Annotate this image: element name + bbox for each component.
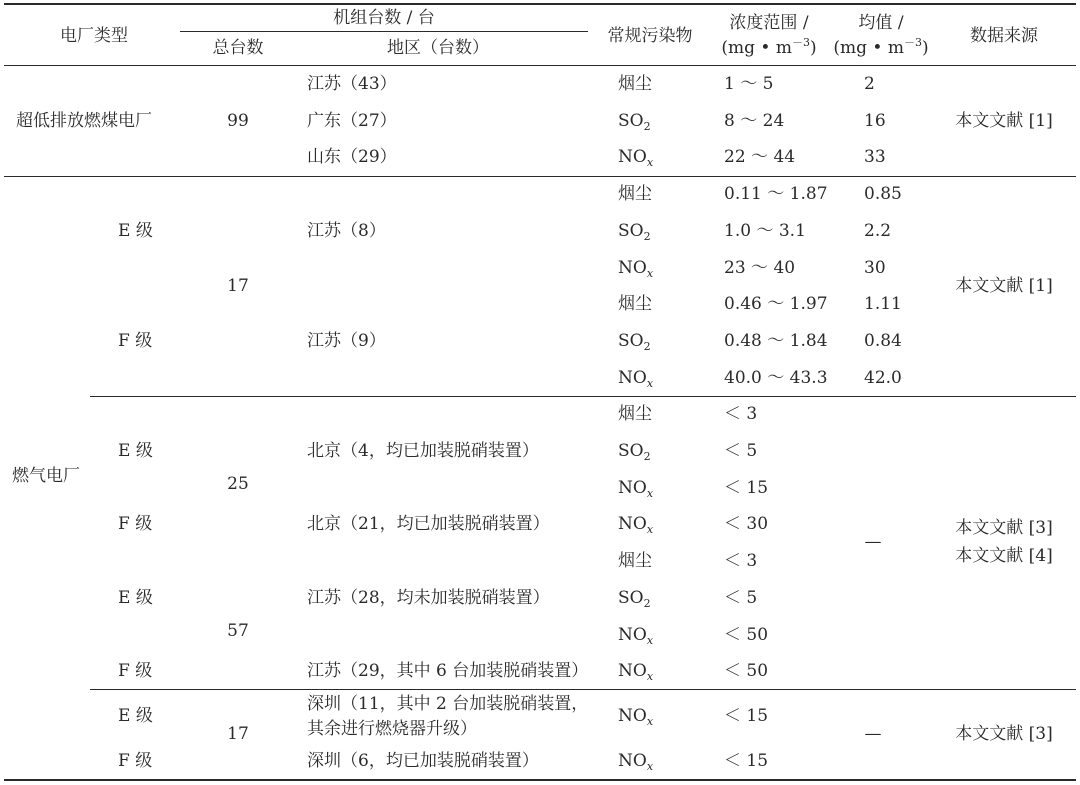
region-cell: 江苏（29，其中 6 台加装脱硝装置） [307,661,589,681]
pollutant-cell: $NO_x$ [618,625,654,647]
mean-cell: 42.0 [864,368,902,388]
pollutant-cell: 烟尘 [618,551,652,571]
source-cell: 本文文献 [4] [955,546,1053,566]
pollutant-cell: $NO_x$ [618,661,654,683]
range-cell: 0.11 ～ 1.87 [724,184,828,204]
source-cell: 本文文献 [3] [955,724,1053,744]
table-bottom-rule [4,779,1076,781]
pollutant-cell: $NO_x$ [618,147,654,169]
total-cell: 17 [227,724,249,744]
range-cell: ＜ 5 [724,588,758,608]
range-cell: ＜ 15 [724,751,769,771]
region-cell: 深圳（11，其中 2 台加装脱硝装置， [307,694,589,714]
range-cell: ＜ 50 [724,625,769,645]
mean-cell: 0.85 [864,184,902,204]
pollutant-cell: $NO_x$ [618,258,654,280]
range-cell: 23 ～ 40 [724,258,796,278]
mean-cell: 1.11 [864,294,902,314]
header-bottom-rule [4,65,1076,66]
pollutant-cell: 烟尘 [618,294,652,314]
total-cell: 57 [227,621,249,641]
pollutant-cell: $SO_2$ [618,111,651,133]
grade-f: F 级 [118,751,153,771]
region-cell: 北京（21，均已加装脱硝装置） [307,514,550,534]
mean-cell: — [864,724,882,744]
pollutant-cell: $NO_x$ [618,706,654,728]
grade-f: F 级 [118,331,153,351]
grade-f: F 级 [118,514,153,534]
region-cell: 江苏（43） [307,74,397,94]
header-units-group: 机组台数 / 台 [333,8,435,28]
region-cell: 江苏（9） [307,331,386,351]
range-cell: ＜ 3 [724,404,758,424]
pollutant-cell: $NO_x$ [618,514,654,536]
pollutant-cell: $SO_2$ [618,588,651,610]
range-cell: 0.46 ～ 1.97 [724,294,828,314]
mean-cell: — [864,532,882,552]
pollutant-cell: 烟尘 [618,404,652,424]
range-cell: 0.48 ～ 1.84 [724,331,828,351]
total-coal: 99 [227,111,249,131]
grade-e: E 级 [118,441,153,461]
total-cell: 25 [227,474,249,494]
range-cell: 40.0 ～ 43.3 [724,368,828,388]
plant-type-gas: 燃气电厂 [12,466,80,486]
region-cell: 北京（4，均已加装脱硝装置） [307,441,539,461]
source-cell: 本文文献 [1] [955,111,1053,131]
total-cell: 17 [227,276,249,296]
range-cell: 1.0 ～ 3.1 [724,221,806,241]
range-cell: ＜ 50 [724,661,769,681]
source-cell: 本文文献 [1] [955,276,1053,296]
header-range-line1: 浓度范围 / [729,13,809,33]
mean-cell: 33 [864,147,886,167]
header-region: 地区（台数） [387,38,489,58]
source-cell: 本文文献 [3] [955,518,1053,538]
grade-e: E 级 [118,221,153,241]
pollutant-cell: $NO_x$ [618,368,654,390]
units-group-underline [180,31,588,32]
grade-f: F 级 [118,661,153,681]
range-cell: ＜ 15 [724,478,769,498]
mean-cell: 16 [864,111,886,131]
grade-e: E 级 [118,706,153,726]
range-cell: 22 ～ 44 [724,147,796,167]
mean-cell: 2 [864,74,875,94]
range-cell: 8 ～ 24 [724,111,785,131]
header-mean-line1: 均值 / [858,13,904,33]
section2-bottom-rule [90,396,1076,397]
mean-cell: 30 [864,258,886,278]
section3-bottom-rule [90,689,1076,690]
region-cell: 山东（29） [307,147,397,167]
table-top-rule [4,3,1076,5]
region-cell: 深圳（6，均已加装脱硝装置） [307,751,539,771]
header-plant-type: 电厂类型 [60,26,128,46]
mean-cell: 2.2 [864,221,892,241]
header-source: 数据来源 [970,26,1038,46]
range-cell: 1 ～ 5 [724,74,774,94]
range-cell: ＜ 15 [724,706,769,726]
region-cell: 江苏（28，均未加装脱硝装置） [307,588,550,608]
header-mean-line2: (mg • $m^{-3}$) [833,36,929,58]
range-cell: ＜ 5 [724,441,758,461]
pollutant-cell: $SO_2$ [618,441,651,463]
grade-e: E 级 [118,588,153,608]
pollutant-cell: $SO_2$ [618,221,651,243]
mean-cell: 0.84 [864,331,902,351]
header-pollutant: 常规污染物 [607,26,693,46]
region-cell: 江苏（8） [307,221,386,241]
range-cell: ＜ 3 [724,551,758,571]
plant-type-coal: 超低排放燃煤电厂 [16,111,152,131]
header-range-line2: (mg • $m^{-3}$) [721,36,817,58]
pollutant-cell: 烟尘 [618,184,652,204]
section1-bottom-rule [4,176,1076,177]
pollutant-cell: $NO_x$ [618,751,654,773]
range-cell: ＜ 30 [724,514,769,534]
pollutant-cell: $SO_2$ [618,331,651,353]
region-cell: 广东（27） [307,111,397,131]
pollutant-cell: 烟尘 [618,74,652,94]
pollutant-cell: $NO_x$ [618,478,654,500]
header-total-units: 总台数 [212,38,264,58]
region-cell: 其余进行燃烧器升级） [307,719,477,739]
